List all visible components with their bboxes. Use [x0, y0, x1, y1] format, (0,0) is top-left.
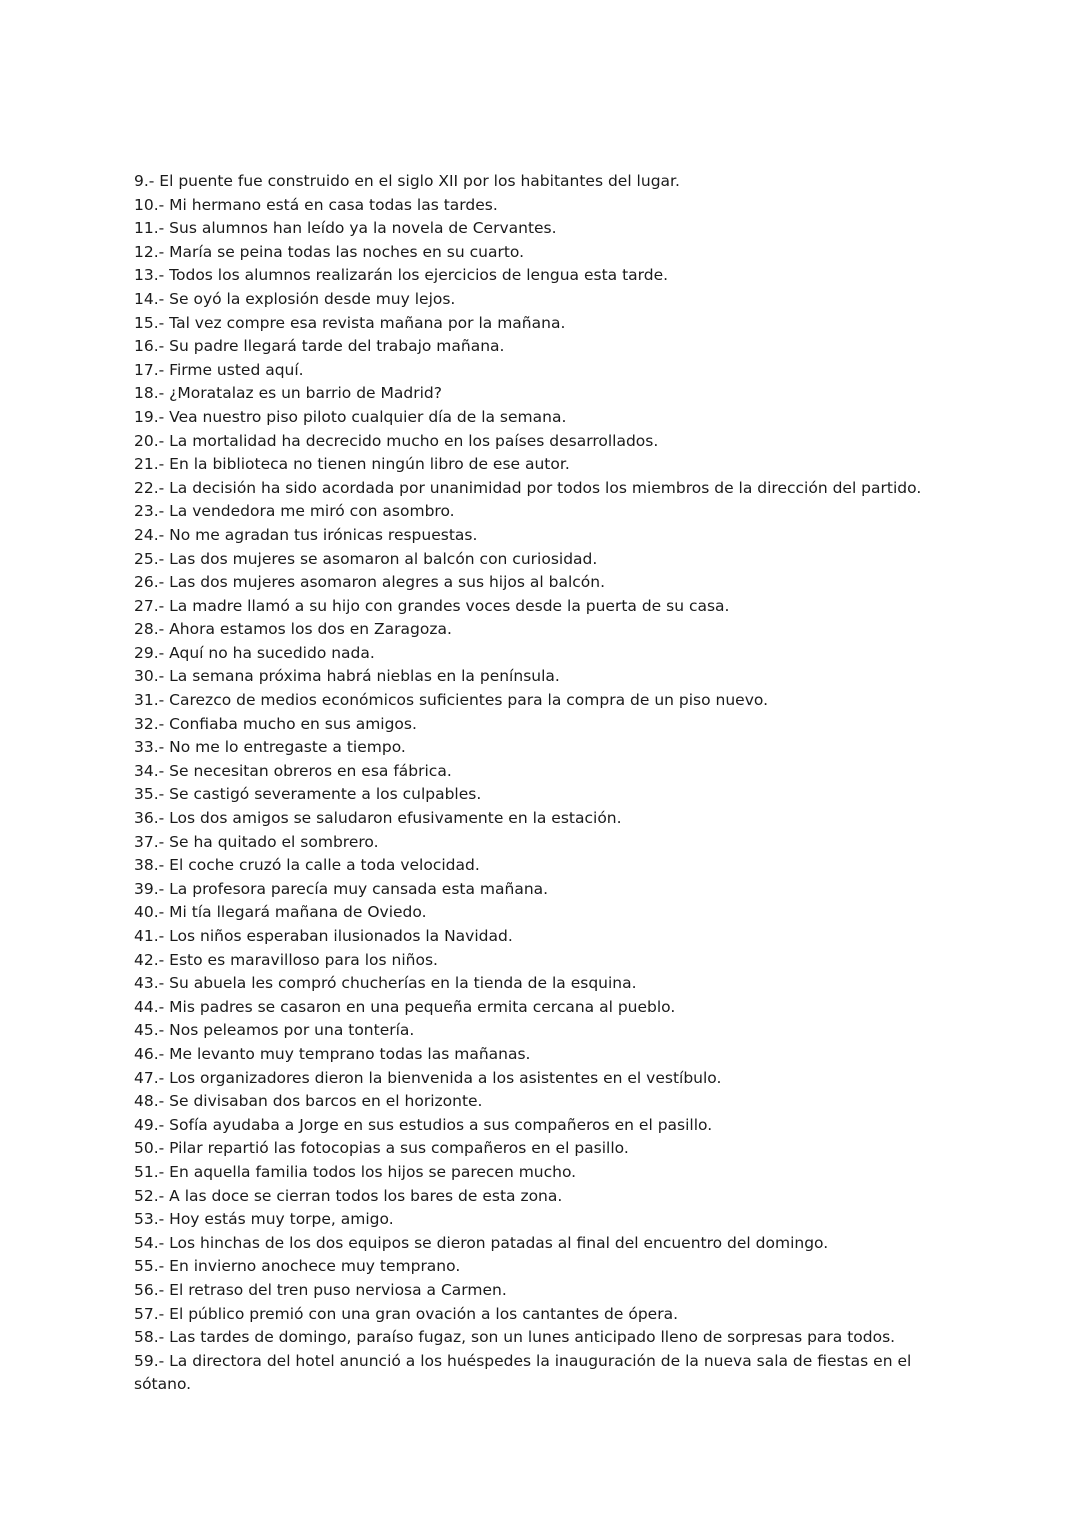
sentence-item: 24.- No me agradan tus irónicas respuestas.: [134, 525, 478, 544]
sentence-item: 11.- Sus alumnos han leído ya la novela de Cervantes.: [134, 219, 557, 238]
sentence-item: 49.- Sofía ayudaba a Jorge en sus estudios a sus compañeros en el pasillo.: [134, 1115, 713, 1134]
sentence-item: 44.- Mis padres se casaron en una pequeña ermita cercana al pueblo.: [134, 997, 676, 1016]
sentence-item: 52.- A las doce se cierran todos los bares de esta zona.: [134, 1186, 563, 1205]
sentence-item: 14.- Se oyó la explosión desde muy lejos.: [134, 289, 456, 308]
sentence-list: [134, 170, 934, 1397]
sentence-item: 56.- El retraso del tren puso nerviosa a Carmen.: [134, 1280, 507, 1299]
sentence-item: 35.- Se castigó severamente a los culpables.: [134, 785, 482, 804]
sentence-item: 30.- La semana próxima habrá nieblas en la península.: [134, 667, 560, 686]
sentence-item: 33.- No me lo entregaste a tiempo.: [134, 738, 406, 757]
sentence-item: 55.- En invierno anochece muy temprano.: [134, 1257, 461, 1276]
sentence-item: 50.- Pilar repartió las fotocopias a sus compañeros en el pasillo.: [134, 1139, 629, 1158]
sentence-item: 58.- Las tardes de domingo, paraíso fugaz, son un lunes anticipado lleno de sorpresas para todos.: [134, 1328, 896, 1347]
sentence-item: 21.- En la biblioteca no tienen ningún libro de ese autor.: [134, 455, 570, 474]
sentence-item: 39.- La profesora parecía muy cansada esta mañana.: [134, 879, 549, 898]
sentence-item: 42.- Esto es maravilloso para los niños.: [134, 950, 438, 969]
sentence-item: 41.- Los niños esperaban ilusionados la Navidad.: [134, 927, 513, 945]
sentence-item: 48.- Se divisaban dos barcos en el horizonte.: [134, 1092, 483, 1111]
sentence-item: 15.- Tal vez compre esa revista mañana por la mañana.: [134, 313, 566, 332]
sentence-item: 18.- ¿Moratalaz es un barrio de Madrid?: [134, 384, 442, 403]
sentence-item: 36.- Los dos amigos se saludaron efusivamente en la estación.: [134, 809, 622, 828]
sentence-item: 16.- Su padre llegará tarde del trabajo mañana.: [134, 337, 505, 356]
sentence-item: 51.- En aquella familia todos los hijos se parecen mucho.: [134, 1162, 577, 1181]
sentence-item: 23.- La vendedora me miró con asombro.: [134, 502, 455, 521]
sentence-item: 27.- La madre llamó a su hijo con grandes voces desde la puerta de su casa.: [134, 596, 730, 615]
sentence-item: 32.- Confiaba mucho en sus amigos.: [134, 714, 417, 733]
sentence-item: 29.- Aquí no ha sucedido nada.: [134, 643, 375, 662]
sentence-item: 38.- El coche cruzó la calle a toda velocidad.: [134, 856, 480, 875]
sentence-item: 54.- Los hinchas de los dos equipos se dieron patadas al final del encuentro del domingo.: [134, 1233, 829, 1252]
sentence-item: 47.- Los organizadores dieron la bienvenida a los asistentes en el vestíbulo.: [134, 1068, 722, 1087]
sentence-item: 20.- La mortalidad ha decrecido mucho en los países desarrollados.: [134, 431, 659, 450]
sentence-item: 46.- Me levanto muy temprano todas las mañanas.: [134, 1044, 531, 1063]
sentence-item: 59.- La directora del hotel anunció a los huéspedes la inauguración de la nueva sala de fiestas en el sótano.: [134, 1351, 912, 1394]
sentence-item: 37.- Se ha quitado el sombrero.: [134, 832, 379, 851]
sentence-item: 43.- Su abuela les compró chucherías en la tienda de la esquina.: [134, 974, 637, 993]
sentence-item: 57.- El público premió con una gran ovación a los cantantes de ópera.: [134, 1304, 679, 1323]
sentence-item: 28.- Ahora estamos los dos en Zaragoza.: [134, 620, 452, 639]
sentence-item: 26.- Las dos mujeres asomaron alegres a sus hijos al balcón.: [134, 573, 606, 592]
sentence-item: 53.- Hoy estás muy torpe, amigo.: [134, 1210, 394, 1229]
sentence-item: 25.- Las dos mujeres se asomaron al balcón con curiosidad.: [134, 549, 598, 568]
sentence-item: 22.- La decisión ha sido acordada por unanimidad por todos los miembros de la dirección del partido.: [134, 478, 922, 497]
sentence-item: 12.- María se peina todas las noches en su cuarto.: [134, 242, 525, 261]
sentence-item: 17.- Firme usted aquí.: [134, 360, 304, 379]
sentence-item: 9.- El puente fue construido en el siglo XII por los habitantes del lugar.: [134, 172, 680, 190]
sentence-item: 45.- Nos peleamos por una tontería.: [134, 1021, 415, 1040]
sentence-item: 19.- Vea nuestro piso piloto cualquier día de la semana.: [134, 407, 567, 426]
sentence-item: 13.- Todos los alumnos realizarán los ejercicios de lengua esta tarde.: [134, 266, 669, 285]
sentence-item: 31.- Carezco de medios económicos suficientes para la compra de un piso nuevo.: [134, 691, 769, 710]
sentence-item: 10.- Mi hermano está en casa todas las tardes.: [134, 195, 498, 214]
sentence-item: 34.- Se necesitan obreros en esa fábrica.: [134, 761, 452, 780]
sentence-item: 40.- Mi tía llegará mañana de Oviedo.: [134, 903, 427, 922]
